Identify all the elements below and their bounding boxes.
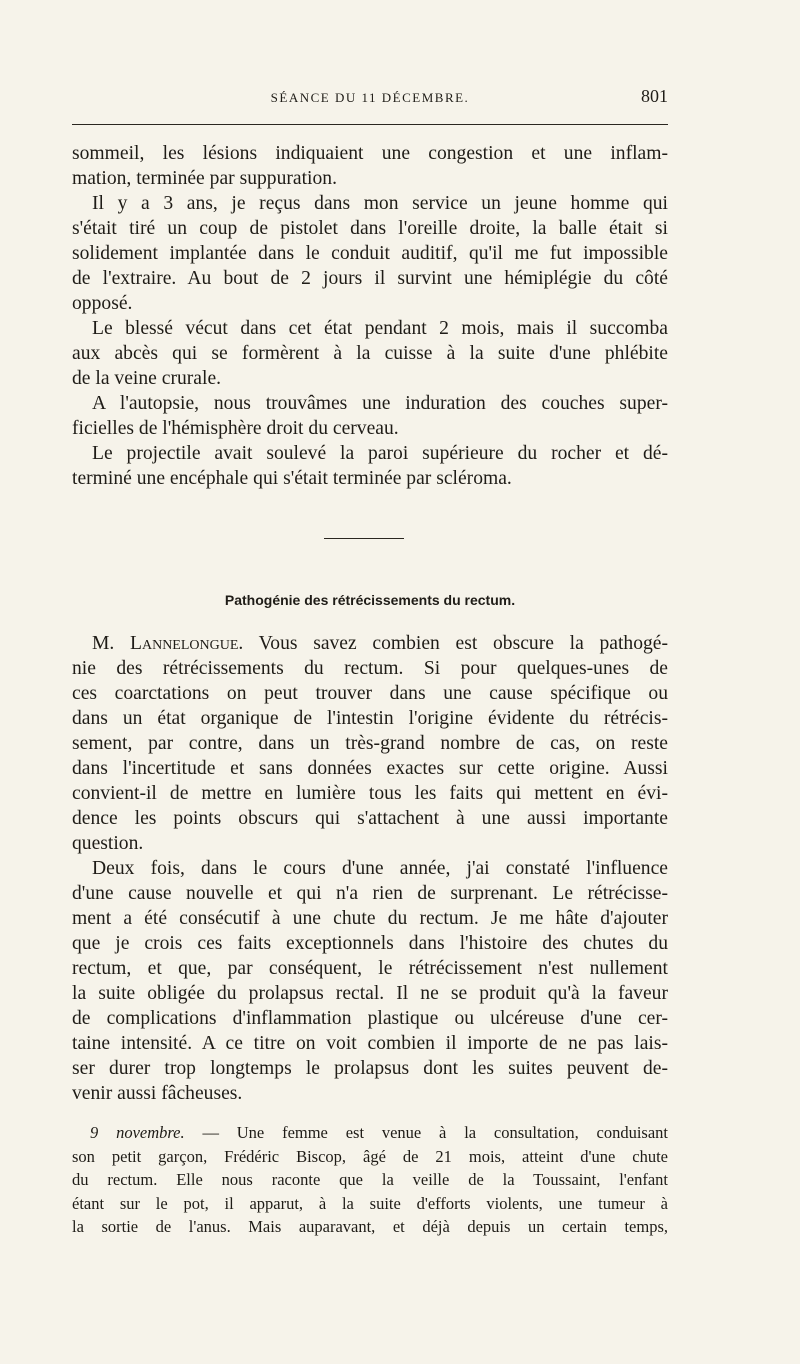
text-line: solidement implantée dans le conduit auditif, qu'il me fut impossible	[72, 243, 668, 264]
text-line: du rectum. Elle nous raconte que la veille de la Toussaint, l'enfant	[72, 1170, 668, 1189]
text-line: de l'extraire. Au bout de 2 jours il survint une hémiplégie du côté	[72, 268, 668, 289]
paragraph-block-3	[72, 1121, 668, 1239]
text-line: A l'autopsie, nous trouvâmes une induration des couches super-	[92, 393, 668, 414]
text-line: mation, terminée par suppuration.	[72, 168, 337, 189]
text-line: la sortie de l'anus. Mais auparavant, et déjà depuis un certain temps,	[72, 1217, 668, 1236]
text-line: dans un état organique de l'intestin l'origine évidente du rétrécis-	[72, 708, 668, 729]
speaker-name: M. Lannelongue.	[92, 633, 244, 654]
text-line: de la veine crurale.	[72, 368, 222, 389]
text-line: d'une cause nouvelle et qui n'a rien de surprenant. Le rétrécisse-	[72, 883, 668, 904]
text-line: venir aussi fâcheuses.	[72, 1083, 243, 1104]
case-date: 9 novembre.	[90, 1123, 185, 1142]
text-fragment: Vous savez combien est obscure la pathogé-	[258, 633, 669, 654]
text-line: Il y a 3 ans, je reçus dans mon service un jeune homme qui	[92, 193, 668, 214]
text-line: ces coarctations on peut trouver dans une cause spécifique ou	[72, 683, 668, 704]
header-rule	[72, 124, 668, 125]
running-head: SÉANCE DU 11 DÉCEMBRE.	[270, 90, 470, 105]
text-line: Le blessé vécut dans cet état pendant 2 mois, mais il succomba	[92, 318, 668, 339]
text-line: dans l'incertitude et sans données exactes sur cette origine. Aussi	[72, 758, 668, 779]
section-separator	[324, 538, 404, 539]
text-line	[72, 1121, 668, 1145]
text-line: terminé une encéphale qui s'était terminée par scléroma.	[72, 468, 512, 489]
text-line: convient-il de mettre en lumière tous les faits qui mettent en évi-	[72, 783, 668, 804]
text-line: la suite obligée du prolapsus rectal. Il ne se produit qu'à la faveur	[72, 983, 668, 1004]
text-line: son petit garçon, Frédéric Biscop, âgé de 21 mois, atteint d'une chute	[72, 1146, 668, 1166]
text-line	[72, 631, 668, 656]
section-title: Pathogénie des rétrécissements du rectum.	[224, 592, 516, 608]
text-line: s'était tiré un coup de pistolet dans l'oreille droite, la balle était si	[72, 218, 668, 239]
text-line: étant sur le pot, il apparut, à la suite d'efforts violents, une tumeur à	[72, 1193, 668, 1213]
text-line: ser durer trop longtemps le prolapsus dont les suites peuvent de-	[72, 1058, 668, 1079]
text-line: ficielles de l'hémisphère droit du cerveau.	[72, 418, 399, 439]
text-fragment: — Une femme est venue à la consultation, conduisant	[184, 1123, 668, 1142]
text-line: rectum, et que, par conséquent, le rétrécissement n'est nullement	[72, 958, 668, 979]
text-line: taine intensité. A ce titre on voit combien il importe de ne pas lais-	[72, 1033, 668, 1054]
page-number: 801	[641, 86, 668, 106]
text-line: Deux fois, dans le cours d'une année, j'ai constaté l'influence	[92, 858, 668, 879]
text-line: opposé.	[72, 293, 133, 314]
text-line: que je crois ces faits exceptionnels dans l'histoire des chutes du	[72, 933, 668, 954]
text-line: dence les points obscurs qui s'attachent à une aussi importante	[72, 808, 668, 829]
text-line: de complications d'inflammation plastique ou ulcéreuse d'une cer-	[72, 1008, 668, 1029]
text-line: Le projectile avait soulevé la paroi supérieure du rocher et dé-	[92, 443, 668, 464]
page-header	[72, 86, 668, 116]
text-line: sommeil, les lésions indiquaient une congestion et une inflam-	[72, 143, 668, 164]
text-line: ment a été consécutif à une chute du rectum. Je me hâte d'ajouter	[72, 908, 668, 929]
paragraph-block-1	[72, 141, 668, 491]
paragraph-block-2	[72, 631, 668, 1106]
text-line: question.	[72, 833, 144, 854]
text-line: nie des rétrécissements du rectum. Si pour quelques-unes de	[72, 658, 668, 679]
text-line: sement, par contre, dans un très-grand nombre de cas, on reste	[72, 733, 668, 754]
text-line: aux abcès qui se formèrent à la cuisse à la suite d'une phlébite	[72, 343, 668, 364]
